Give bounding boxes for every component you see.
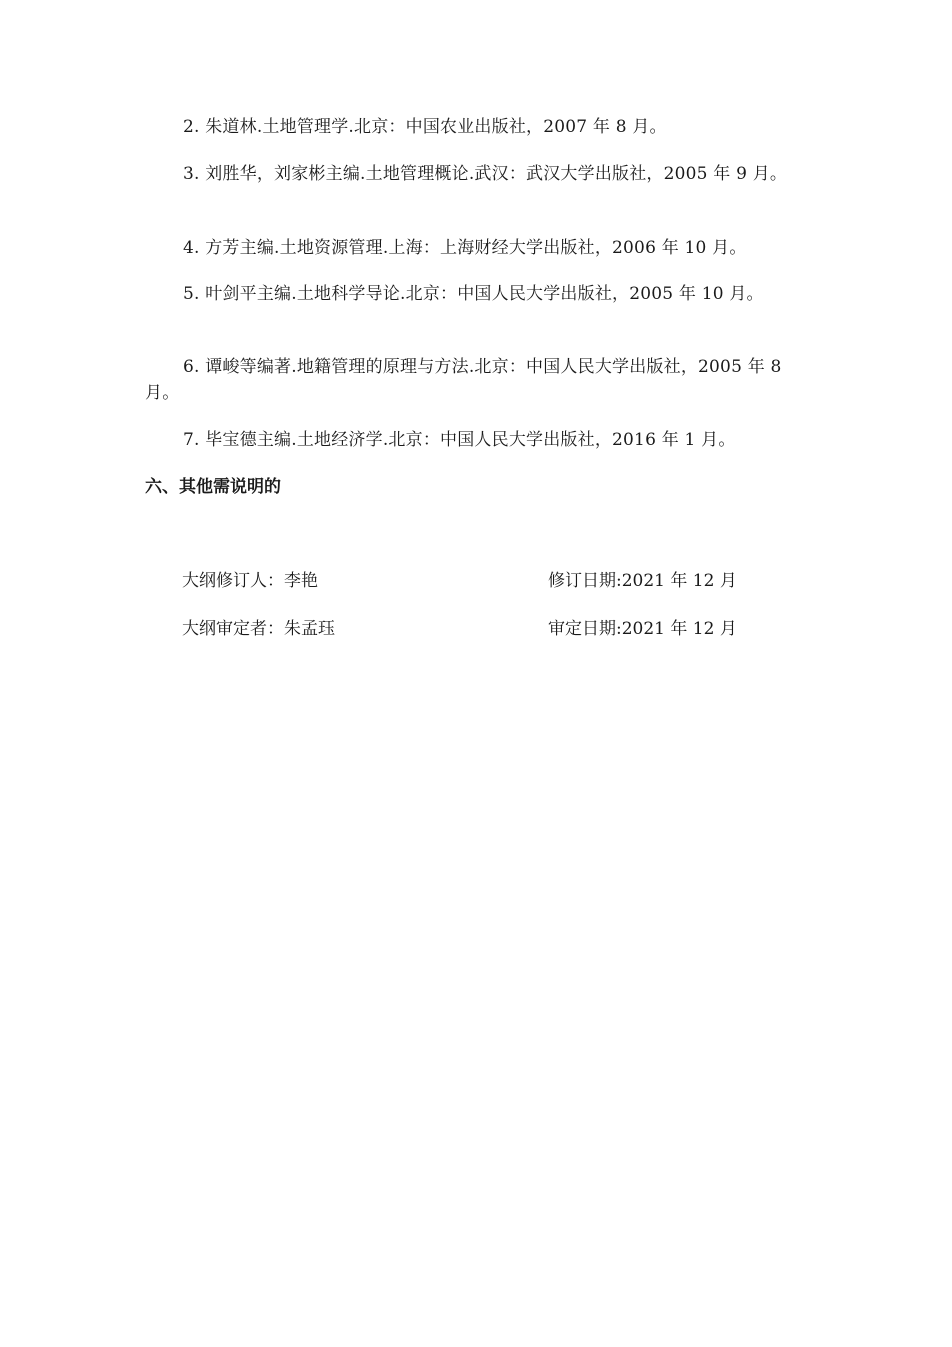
reference-item: 5. 叶剑平主编.土地科学导论.北京：中国人民大学出版社，2005 年 10 月。 xyxy=(183,284,764,304)
reference-item: 2. 朱道林.土地管理学.北京：中国农业出版社，2007 年 8 月。 xyxy=(183,117,667,137)
reference-item: 6. 谭峻等编著.地籍管理的原理与方法.北京：中国人民大学出版社，2005 年 8 月。 xyxy=(145,357,782,403)
reference-item: 3. 刘胜华，刘家彬主编.土地管理概论.武汉：武汉大学出版社，2005 年 9 月。 xyxy=(183,164,788,184)
section-heading: 六、其他需说明的 xyxy=(145,477,281,497)
reference-item: 7. 毕宝德主编.土地经济学.北京：中国人民大学出版社，2016 年 1 月。 xyxy=(183,430,736,450)
approver-label: 大纲审定者：朱孟珏 xyxy=(182,619,335,639)
approve-date-label: 审定日期:2021 年 12 月 xyxy=(548,619,737,639)
revise-date-label: 修订日期:2021 年 12 月 xyxy=(548,571,737,591)
reference-item: 4. 方芳主编.土地资源管理.上海：上海财经大学出版社，2006 年 10 月。 xyxy=(183,238,747,258)
reviser-label: 大纲修订人：李艳 xyxy=(182,571,318,591)
